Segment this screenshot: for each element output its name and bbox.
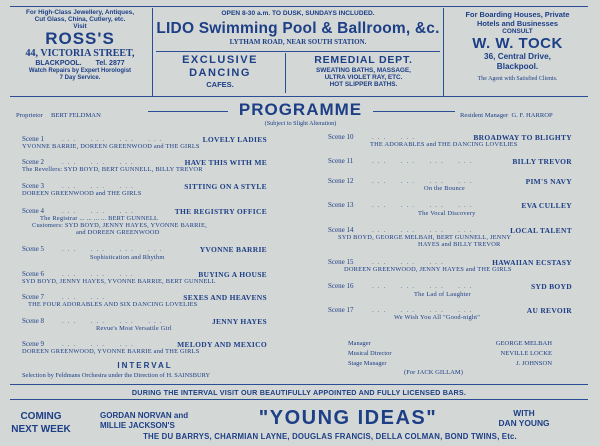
ross-town-row [10, 59, 150, 68]
scene-cast: HAYES and BILLY TREVOR [418, 241, 501, 248]
leader-dots: ... ... ... [372, 258, 447, 266]
programme-rule-right [373, 111, 455, 112]
scene-label: Scene 5 [22, 245, 44, 253]
scene-label: Scene 16 [328, 282, 354, 290]
interval-title: INTERVAL [117, 361, 173, 370]
ross-name: ROSS'S [45, 29, 115, 48]
staff-name: J. JOHNSON [516, 360, 552, 367]
tock-line-1: For Boarding Houses, Private [465, 10, 570, 19]
tock-agent: The Agent with Satisfied Clients. [477, 76, 558, 82]
scene-title: BUYING A HOUSE [198, 270, 267, 279]
ross-line-3: Visit [73, 23, 87, 30]
lido-dancing: DANCING [189, 67, 251, 79]
tock-line-2: Hotels and Businesses [477, 19, 558, 28]
scene-title: SITTING ON A STYLE [184, 182, 267, 191]
tock-advert [445, 10, 590, 83]
staff-note: (For JACK GILLAM) [404, 369, 463, 376]
scene-label: Scene 15 [328, 258, 354, 266]
ross-line-1: For High-Class Jewellery, Antiques, [26, 9, 134, 16]
scene-cast: Revue's Most Versatile Girl [96, 325, 172, 332]
lido-remedial-line-2: ULTRA VIOLET RAY, ETC. [324, 74, 403, 81]
tock-consult: CONSULT [502, 28, 533, 35]
header-divider-left [152, 8, 153, 96]
lido-remedial-line-3: HOT SLIPPER BATHS. [329, 81, 398, 88]
coming-next-week [10, 410, 72, 436]
bar-notice-bottom-rule [10, 399, 588, 400]
scene-cast: DOREEN GREENWOOD, YVONNE BARRIE and THE GIRLS [22, 348, 200, 355]
leader-dots: ... ... ... [62, 182, 137, 190]
programme-title: PROGRAMME [238, 100, 363, 119]
scene-label: Scene 7 [22, 293, 44, 301]
scene-title: LOCAL TALENT [510, 226, 572, 235]
lido-advert [154, 10, 442, 47]
lido-inner-rule [156, 51, 440, 52]
staff-role: Manager [348, 340, 371, 347]
with: WITH [513, 408, 535, 418]
scene-cast: YVONNE BARRIE, DOREEN GREENWOOD and THE GIRLS [22, 143, 200, 150]
leader-dots: ... ... ... ... [372, 306, 476, 314]
lido-address: LYTHAM ROAD, NEAR SOUTH STATION. [229, 38, 367, 46]
scene-label: Scene 8 [22, 317, 44, 325]
scene-cast: Sophistication and Rhythm [90, 254, 165, 261]
leader-dots: ... ... [372, 133, 418, 141]
header-top-rule [10, 6, 588, 7]
scene-title: BROADWAY TO BLIGHTY [473, 133, 572, 142]
leader-dots: ... ... ... [62, 207, 137, 215]
leader-dots: ... ... ... ... [372, 177, 476, 185]
ross-advert [10, 9, 150, 82]
ross-address: 44, VICTORIA STREET, [25, 48, 135, 59]
leader-dots: ... ... ... [62, 158, 137, 166]
scene-cast: The Lad of Laughter [414, 291, 471, 298]
lido-title: LIDO Swimming Pool & Ballroom, &c. [156, 20, 440, 37]
tock-town: Blackpool. [496, 62, 539, 71]
scene-title: HAWAIIAN ECSTASY [492, 258, 572, 267]
scene-label: Scene 13 [328, 201, 354, 209]
scene-title: SYD BOYD [531, 282, 572, 291]
lido-remedial: REMEDIAL DEPT. [314, 54, 413, 66]
lido-cafes: CAFES. [206, 80, 234, 89]
star-name: DAN YOUNG [498, 418, 550, 428]
tock-name: W. W. TOCK [472, 35, 563, 52]
leader-dots: ... ... ... ... [372, 226, 476, 234]
programme-rule-left [148, 111, 228, 112]
scene-cast: THE ADORABLES and THE DANCING LOVELIES [370, 141, 518, 148]
programme-subtitle: (Subject to Slight Alteration) [264, 120, 337, 127]
leader-dots: ... ... ... [62, 340, 137, 348]
ross-service: 7 Day Service. [59, 75, 101, 81]
footer-cast: THE DU BARRYS, CHARMIAN LAYNE, DOUGLAS FRANCIS, DELLA COLMAN, BOND TWINS, Etc. [143, 432, 517, 441]
bar-notice: DURING THE INTERVAL VISIT OUR BEAUTIFULLY APPOINTED AND FULLY LICENSED BARS. [131, 388, 467, 397]
scene-label: Scene 1 [22, 135, 44, 143]
scene-label: Scene 12 [328, 177, 354, 185]
scene-title: LOVELY LADIES [202, 135, 267, 144]
staff-role: Musical Director [348, 350, 392, 357]
interval-text: Selection by Feldmans Orchestra under the Direction of H. SAINSBURY [22, 372, 211, 379]
ross-town: BLACKPOOL. [35, 60, 82, 67]
star-billing [476, 408, 572, 428]
bar-notice-top-rule [10, 384, 588, 385]
scene-title: THE REGISTRY OFFICE [174, 207, 267, 216]
header-bottom-rule [10, 96, 588, 97]
lido-inner-divider [285, 53, 286, 93]
scene-cast: The Vocal Discovery [418, 210, 476, 217]
lido-dancing-box [156, 54, 284, 90]
staff-role: Stage Manager [348, 360, 387, 367]
scene-label: Scene 9 [22, 340, 44, 348]
staff-name: NEVILLE LOCKE [500, 350, 552, 357]
lido-exclusive: EXCLUSIVE [182, 54, 258, 66]
scene-title: SEXES AND HEAVENS [183, 293, 267, 302]
tock-address: 36, Central Drive, [484, 52, 551, 61]
ross-tel: Tel. 2877 [95, 60, 125, 67]
scene-cast: The Revellers: SYD BOYD, BERT GUNNELL, BILLY TREVOR [22, 166, 203, 173]
scene-label: Scene 6 [22, 270, 44, 278]
ross-repairs: Watch Repairs by Expert Horologist [28, 68, 132, 74]
scene-label: Scene 17 [328, 306, 354, 314]
scene-cast: The Registrar ... ... ... ... BERT GUNNELL [40, 215, 159, 222]
scene-cast: We Wish You All "Good-night" [394, 314, 481, 321]
scene-cast: DOREEN GREENWOOD, JENNY HAYES and THE GIRLS [344, 266, 512, 273]
scene-title: PIM'S NAVY [525, 177, 572, 186]
scene-cast: THE FOUR ADORABLES AND SIX DANCING LOVELIES [28, 301, 198, 308]
lido-hours: OPEN 8-30 a.m. TO DUSK, SUNDAYS INCLUDED. [221, 10, 375, 17]
scene-label: Scene 4 [22, 207, 44, 215]
scene-title: JENNY HAYES [211, 317, 267, 326]
leader-dots: ... ... ... ... [62, 317, 166, 325]
next-week: NEXT WEEK [11, 424, 71, 435]
scene-cast: DOREEN GREENWOOD and THE GIRLS [22, 190, 142, 197]
presenters-line-2: MILLIE JACKSON'S [100, 421, 175, 430]
scene-title: EVA CULLEY [521, 201, 572, 210]
scene-title: BILLY TREVOR [512, 157, 572, 166]
scene-title: AU REVOIR [526, 306, 572, 315]
scene-title: YVONNE BARRIE [199, 245, 267, 254]
scene-label: Scene 14 [328, 226, 354, 234]
presenters-line-1: GORDAN NORVAN and [100, 411, 189, 420]
header-divider-right [443, 8, 444, 96]
scene-label: Scene 10 [328, 133, 354, 141]
leader-dots: ... ... ... ... [62, 245, 166, 253]
scene-cast: SYD BOYD, JENNY HAYES, YVONNE BARRIE, BERT GUNNELL [22, 278, 216, 285]
ross-line-2: Cut Glass, China, Cutlery, etc. [34, 16, 126, 23]
presenters [100, 411, 188, 431]
scene-cast: and DOREEN GREENWOOD [76, 229, 160, 236]
scene-label: Scene 3 [22, 182, 44, 190]
scene-cast: On the Bounce [424, 185, 465, 192]
staff-name: GEORGE MELBAH [495, 340, 552, 347]
scene-title: MELODY AND MEXICO [177, 340, 267, 349]
leader-dots: ... ... [62, 293, 108, 301]
leader-dots: ... ... ... ... [372, 157, 476, 165]
lido-remedial-line-1: SWEATING BATHS, MASSAGE, [316, 67, 411, 74]
scene-cast: Customers: SYD BOYD, JENNY HAYES, YVONNE BARRIE, [32, 222, 207, 229]
leader-dots: ... ... ... ... [372, 282, 476, 290]
scene-cast: SYD BOYD, GEORGE MELBAH, BERT GUNNELL, JENNY [338, 234, 512, 241]
scene-label: Scene 11 [328, 157, 354, 165]
coming: COMING [20, 411, 62, 422]
leader-dots: ... ... ... [62, 270, 137, 278]
scene-label: Scene 2 [22, 158, 44, 166]
show-title: "YOUNG IDEAS" [258, 407, 438, 429]
resident-manager: Resident Manager G. F. HARROP [460, 112, 553, 119]
proprietor: Proprietor BERT FELDMAN [16, 112, 101, 119]
scene-title: HAVE THIS WITH ME [184, 158, 267, 167]
leader-dots: ... ... ... ... [372, 201, 476, 209]
lido-remedial-box [287, 54, 440, 88]
leader-dots: ... ... ... ... [62, 135, 166, 143]
